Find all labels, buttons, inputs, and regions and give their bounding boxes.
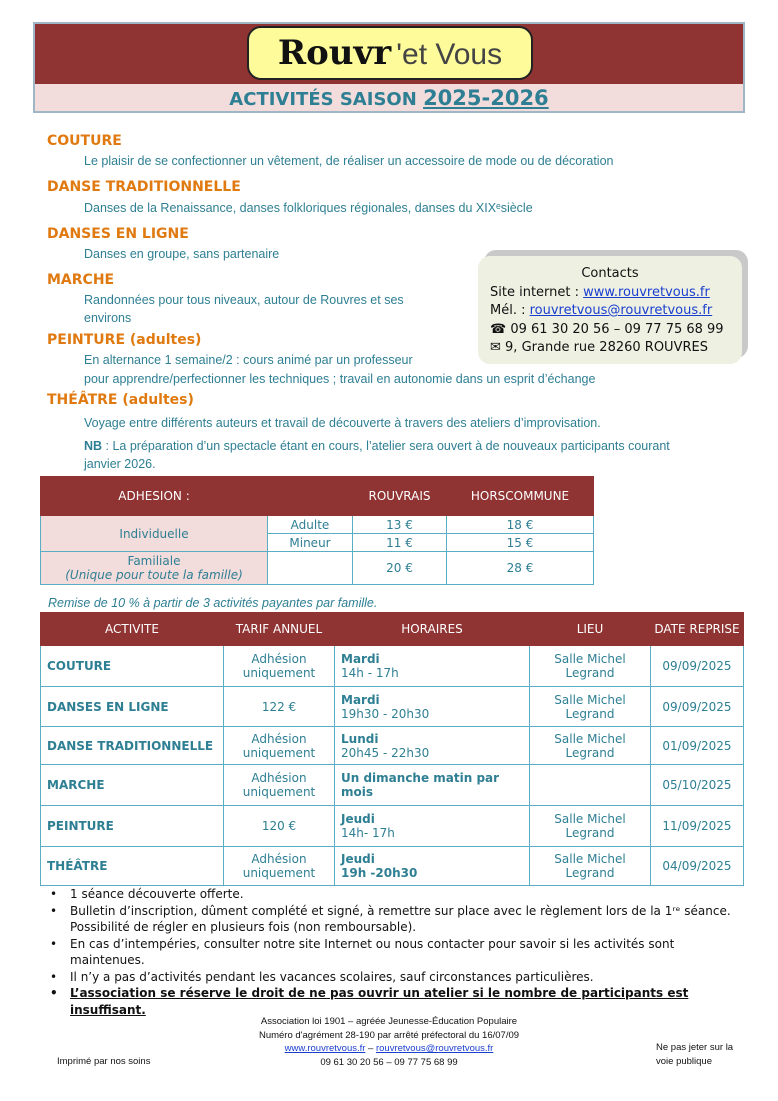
date-reprise: 05/10/2025 [651,765,744,806]
cell: 11 € [353,534,447,552]
date-reprise: 01/09/2025 [651,727,744,765]
activity-desc: Randonnées pour tous niveaux, autour de Rouvres et ses [84,293,404,307]
cell: 18 € [447,516,594,534]
date-reprise: 09/09/2025 [651,646,744,687]
col-header: LIEU [530,613,651,646]
schedule-table [40,612,744,886]
site-label: Site internet : [490,284,584,300]
col-header: HORAIRES [335,613,530,646]
cell [268,552,353,585]
activity-title: MARCHE [47,272,115,288]
contacts-box [478,256,742,364]
table-row [41,727,744,765]
list-item [48,903,748,936]
cell: 13 € [353,516,447,534]
activity-title: COUTURE [47,133,122,149]
lieu: Salle Michel Legrand [530,687,651,727]
footer-site-link[interactable]: www.rouvretvous.fr [284,1043,366,1054]
time: 19h30 - 20h30 [341,706,430,721]
col-header: ADHESION : [41,477,268,516]
activity-title: DANSE TRADITIONNELLE [47,179,241,195]
adhesion-table [40,476,594,585]
activity-name: MARCHE [41,765,224,806]
day: Lundi [341,731,379,746]
title-year: 2025-2026 [423,86,549,110]
col-header: TARIF ANNUEL [224,613,335,646]
cell: Adulte [268,516,353,534]
note-text: Bulletin d’inscription, dûment complété et signé, à remettre sur place avec le règlement lors de la 1ʳᵉ séance. [70,903,731,918]
logo-main: Rouvr [277,33,392,73]
logo-sub: 'et Vous [396,38,503,71]
table-row [41,516,594,534]
lieu: Salle Michel Legrand [530,646,651,687]
table-header-row [41,613,744,646]
site-link[interactable]: www.rouvretvous.fr [583,284,710,300]
familiale-note: (Unique pour toute la famille) [65,568,243,582]
footer-mail-link[interactable]: rouvretvous@rouvretvous.fr [375,1043,494,1054]
lieu: Salle Michel Legrand [530,727,651,765]
col-header: ROUVRAIS [353,477,447,516]
tarif: Adhésion uniquement [224,646,335,687]
col-header: DATE REPRISE [651,613,744,646]
horaires [335,847,530,886]
nb-text-2: janvier 2026. [84,457,156,471]
title-text: ACTIVITÉS SAISON [229,89,417,110]
date-reprise: 04/09/2025 [651,847,744,886]
mail-link[interactable]: rouvretvous@rouvretvous.fr [529,303,713,318]
list-item: • En cas d’intempéries, consulter notre site Internet ou nous contacter pour savoir si les activités sont maintenues. [48,936,748,969]
page-title [35,84,743,111]
activity-desc: En alternance 1 semaine/2 : cours animé par un professeur [84,353,413,367]
cell: Individuelle [41,516,268,552]
lieu [530,765,651,806]
horaires [335,687,530,727]
table-row [41,552,594,585]
horaires [335,727,530,765]
tarif: Adhésion uniquement [224,727,335,765]
address: 9, Grande rue 28260 ROUVRES [500,340,708,355]
date-reprise: 09/09/2025 [651,687,744,727]
horaires [335,646,530,687]
nb-text: : La préparation d’un spectacle étant en cours, l’atelier sera ouvert à de nouveaux participants courant [102,439,670,453]
list-item: • Il n’y a pas d’activités pendant les vacances scolaires, sauf circonstances particulières. [48,969,748,986]
activity-desc: Le plaisir de se confectionner un vêtement, de réaliser un accessoire de mode ou de décoration [84,154,614,168]
time: 14h - 17h [341,666,399,680]
notes-list [48,886,748,1018]
activity-desc: Danses de la Renaissance, danses folkloriques régionales, danses du XIXᵉsiècle [84,201,533,215]
lieu: Salle Michel Legrand [530,806,651,847]
activity-name: COUTURE [41,646,224,687]
contacts-title: Contacts [581,266,639,281]
tarif: Adhésion uniquement [224,765,335,806]
day: Mardi [341,652,380,666]
cell: Mineur [268,534,353,552]
table-header-row [41,477,594,516]
cell: 28 € [447,552,594,585]
familiale-label: Familiale [127,554,181,568]
tarif: 122 € [224,687,335,727]
table-row [41,806,744,847]
list-item: • L’association se réserve le droit de ne pas ouvrir un atelier si le nombre de participants est insuffisant. [48,985,748,1018]
activity-title: DANSES EN LIGNE [47,226,189,242]
horaires [335,765,530,806]
logo [247,26,533,80]
day: Mardi [341,692,380,707]
header-red-band [35,24,743,84]
phone: 09 61 30 20 56 – 09 77 75 68 99 [506,321,724,337]
activity-name: PEINTURE [41,806,224,847]
day: Jeudi [341,812,375,826]
table-row [41,847,744,886]
day: Un dimanche matin par mois [341,771,500,799]
col-header: ACTIVITE [41,613,224,646]
table-row [41,687,744,727]
activity-desc: environs [84,311,132,325]
header-banner [33,22,745,113]
activity-desc: Danses en groupe, sans partenaire [84,247,280,261]
activity-title: PEINTURE (adultes) [47,332,202,348]
activity-name: THÉÂTRE [41,847,224,886]
time: 20h45 - 22h30 [341,745,430,760]
activity-desc: Voyage entre différents auteurs et travail de découverte à travers des ateliers d’improvisation. [84,416,601,430]
discount-note: Remise de 10 % à partir de 3 activités payantes par famille. [48,596,378,610]
horaires [335,806,530,847]
cell [41,552,268,585]
activity-desc: pour apprendre/perfectionner les techniques ; travail en autonomie dans un esprit d’échange [84,372,596,386]
envelope-icon: ✉ [490,340,501,355]
footer-right-line: Ne pas jeter sur la [656,1042,734,1053]
footer-line: Numéro d'agrément 28-190 par arrêté préfectoral du 16/07/09 [258,1029,520,1041]
date-reprise: 11/09/2025 [651,806,744,847]
nb-note [84,437,670,455]
time: 14h- 17h [341,826,395,840]
activity-title: THÉÂTRE (adultes) [47,392,194,408]
note-text: Possibilité de régler en plusieurs fois (non remboursable). [70,920,417,934]
col-header: HORSCOMMUNE [447,477,594,516]
table-row [41,646,744,687]
table-row [41,765,744,806]
footer-line: Association loi 1901 – agréée Jeunesse-Éducation Populaire [260,1016,518,1027]
mail-label: Mél. : [490,303,530,318]
footer-right-line: voie publique [656,1055,712,1067]
cell: 20 € [353,552,447,585]
footer-left: Imprimé par nos soins [57,1056,151,1067]
activity-name: DANSE TRADITIONNELLE [41,727,224,765]
nb-label: NB [84,439,103,453]
cell: 15 € [447,534,594,552]
tarif: 120 € [224,806,335,847]
tarif: Adhésion uniquement [224,847,335,886]
footer-right [656,1041,733,1068]
separator: – [365,1043,376,1054]
activity-name: DANSES EN LIGNE [41,687,224,727]
list-item: • 1 séance découverte offerte. [48,886,748,903]
day: Jeudi [341,852,375,866]
phone-icon: ☎ [490,321,507,337]
footer-phones: 09 61 30 20 56 – 09 77 75 68 99 [320,1056,458,1068]
time: 19h -20h30 [341,866,418,880]
col-header [268,477,353,516]
lieu: Salle Michel Legrand [530,847,651,886]
